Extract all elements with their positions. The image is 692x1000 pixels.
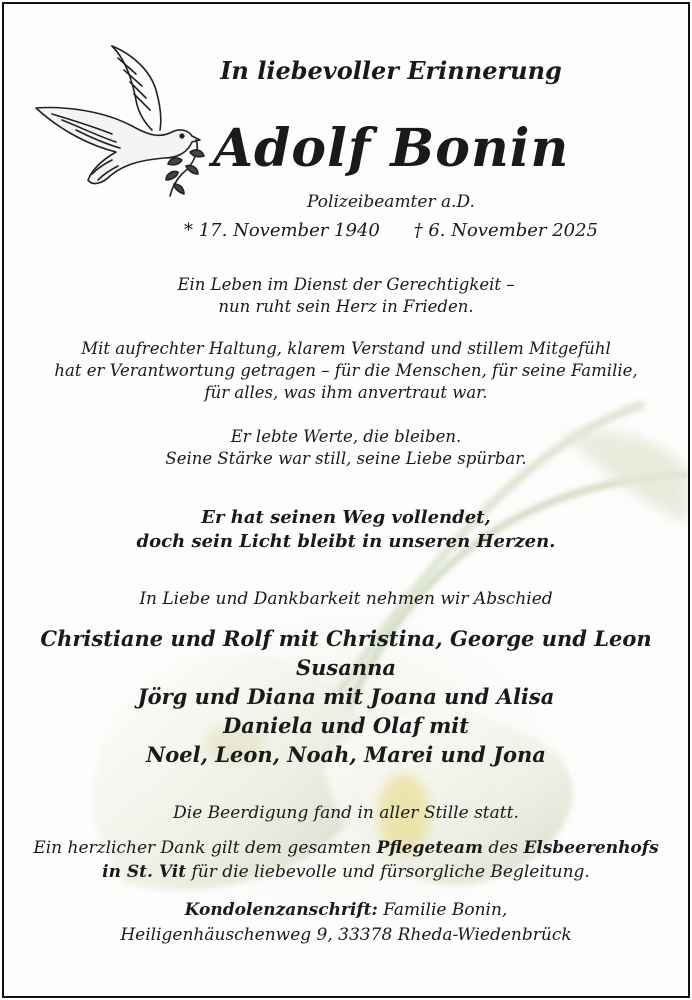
life-dates [94, 220, 688, 241]
address-line: Heiligenhäuschenweg 9, 33378 Rheda-Wiedenbrück [120, 925, 572, 945]
condolence-label: Kondolenzanschrift: [184, 900, 378, 920]
family-member-line: Susanna [295, 655, 396, 680]
verse-3 [4, 426, 688, 470]
family-member-line: Noel, Leon, Noah, Marei und Jona [146, 742, 546, 767]
funeral-note: Die Beerdigung fand in aller Stille statt. [173, 803, 519, 823]
verse-line: Er hat seinen Weg vollendet, [201, 507, 491, 528]
verse-4 [4, 506, 688, 554]
family-member-line: Christiane und Rolf mit Christina, George und Leon [40, 626, 652, 651]
verse-1 [4, 274, 688, 318]
farewell-line: In Liebe und Dankbarkeit nehmen wir Abschied [139, 589, 553, 609]
thanks-note: Ein herzlicher Dank gilt dem gesamten Pflegeteam des Elsbeerenhofs in St. Vit für die liebevolle und fürsorgliche Begleitung. [33, 838, 659, 882]
family-member-line: Daniela und Olaf mit [223, 713, 469, 738]
family-member-line: Jörg und Diana mit Joana und Alisa [137, 684, 555, 709]
verse-line: doch sein Licht bleibt in unseren Herzen. [136, 531, 556, 552]
profession: Polizeibeamter a.D. [307, 192, 475, 212]
birth-date: * 17. November 1940 [184, 220, 380, 241]
verse-line: Mit aufrechter Haltung, klarem Verstand und stillem Mitgefühl [81, 339, 611, 358]
death-date: † 6. November 2025 [413, 220, 598, 241]
memorial-heading: In liebevoller Erinnerung [220, 56, 562, 85]
verse-line: hat er Verantwortung getragen – für die Menschen, für seine Familie, [54, 361, 638, 380]
condolence-address: Kondolenzanschrift: Familie Bonin, Heiligenhäuschenweg 9, 33378 Rheda-Wiedenbrück [4, 898, 688, 948]
verse-2 [4, 338, 688, 404]
verse-line: Er lebte Werte, die bleiben. [230, 427, 462, 446]
verse-line: nun ruht sein Herz in Frieden. [218, 297, 474, 316]
verse-line: Ein Leben im Dienst der Gerechtigkeit – [177, 275, 515, 294]
verse-line: Seine Stärke war still, seine Liebe spürbar. [165, 449, 527, 468]
obituary-notice [2, 2, 690, 998]
family-list [4, 624, 688, 769]
deceased-name: Adolf Bonin [212, 118, 570, 179]
verse-line: für alles, was ihm anvertraut war. [204, 383, 488, 402]
